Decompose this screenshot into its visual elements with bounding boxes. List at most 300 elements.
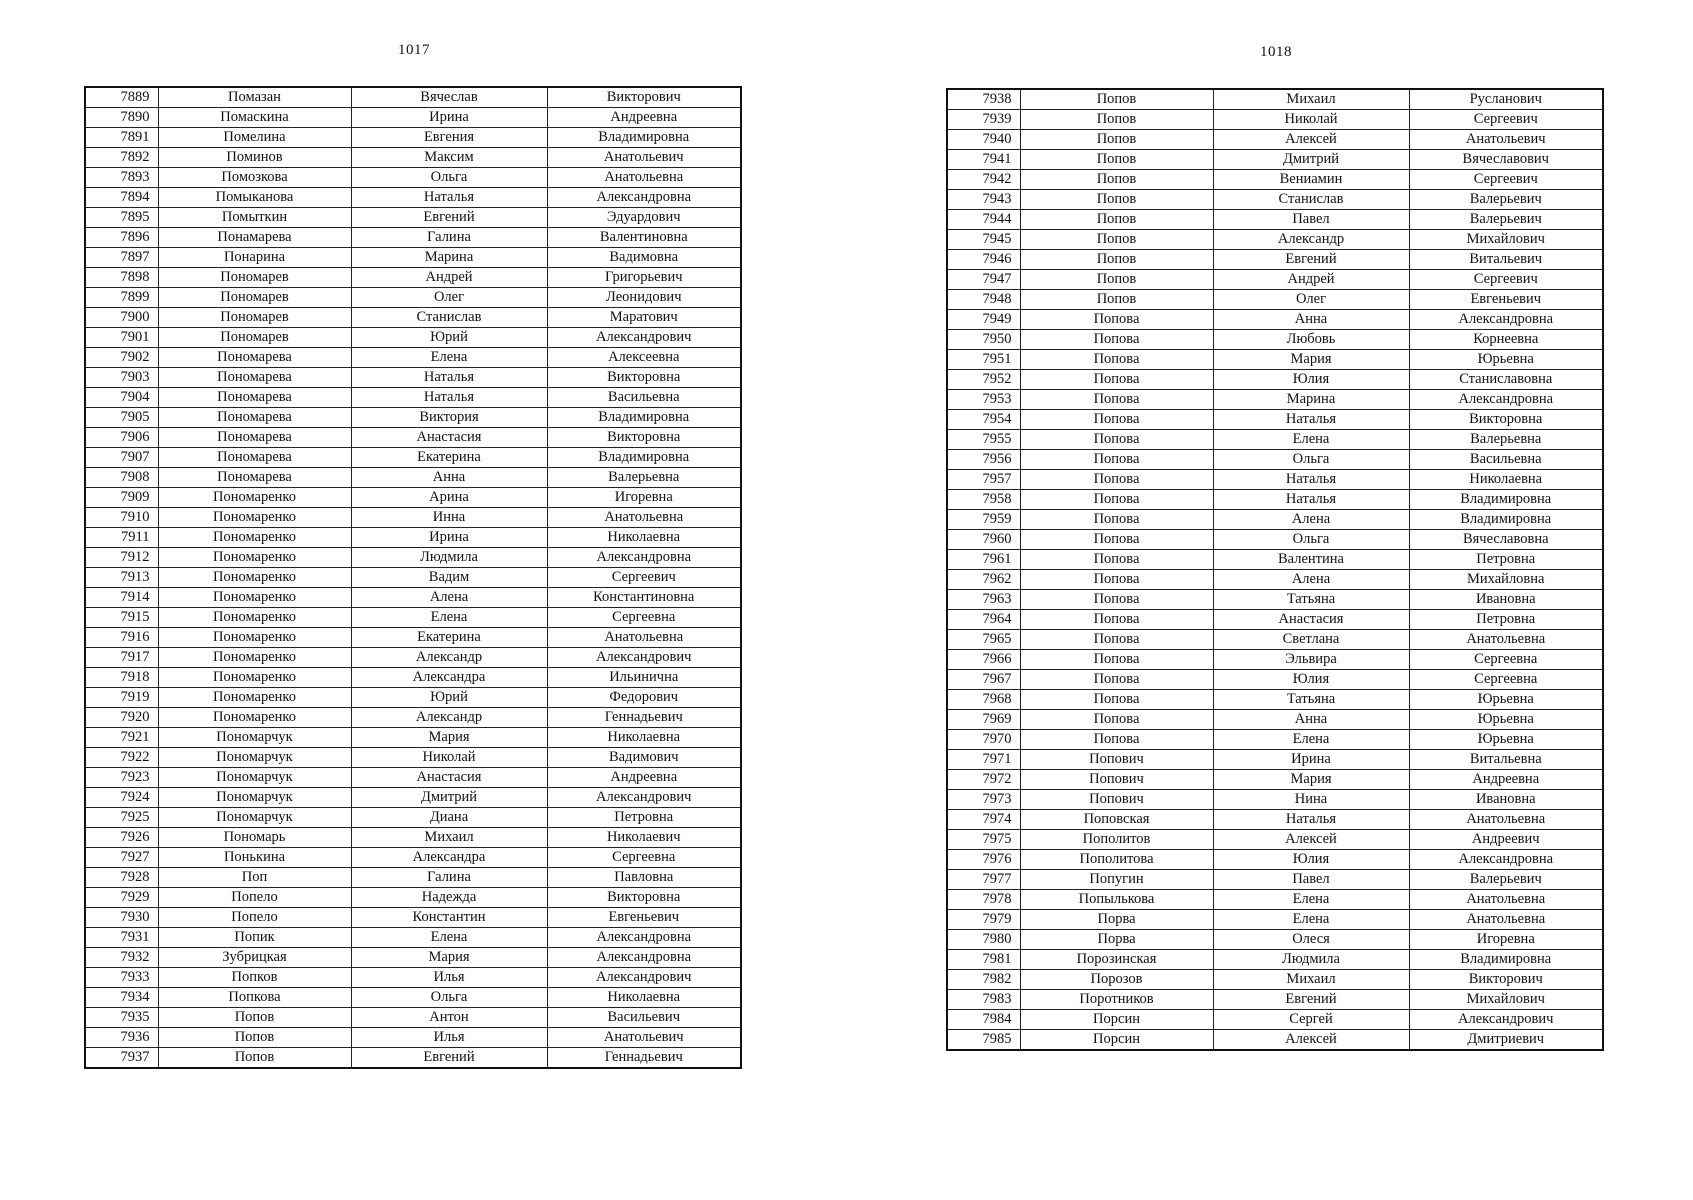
patronymic: Вячеславович [1409, 150, 1603, 170]
last-name: Попов [1020, 89, 1213, 110]
table-row [85, 368, 741, 388]
first-name: Марина [1213, 390, 1409, 410]
table-row [947, 850, 1603, 870]
first-name: Наталья [351, 188, 547, 208]
first-name: Юлия [1213, 370, 1409, 390]
first-name: Дмитрий [351, 788, 547, 808]
row-number: 7963 [947, 590, 1020, 610]
table-row [947, 930, 1603, 950]
patronymic: Сергеевич [1409, 170, 1603, 190]
row-number: 7941 [947, 150, 1020, 170]
patronymic: Анатольевна [547, 168, 741, 188]
patronymic: Александровна [1409, 850, 1603, 870]
last-name: Попович [1020, 770, 1213, 790]
last-name: Попова [1020, 630, 1213, 650]
table-row [947, 330, 1603, 350]
table-row [947, 150, 1603, 170]
first-name: Арина [351, 488, 547, 508]
table-row [85, 268, 741, 288]
last-name: Порсин [1020, 1010, 1213, 1030]
row-number: 7976 [947, 850, 1020, 870]
first-name: Алена [1213, 510, 1409, 530]
table-row [85, 168, 741, 188]
first-name: Нина [1213, 790, 1409, 810]
row-number: 7937 [85, 1048, 158, 1069]
row-number: 7957 [947, 470, 1020, 490]
table-row [947, 890, 1603, 910]
first-name: Людмила [1213, 950, 1409, 970]
patronymic: Юрьевна [1409, 710, 1603, 730]
row-number: 7908 [85, 468, 158, 488]
row-number: 7892 [85, 148, 158, 168]
patronymic: Вадимович [547, 748, 741, 768]
first-name: Анастасия [351, 768, 547, 788]
last-name: Попылькова [1020, 890, 1213, 910]
patronymic: Юрьевна [1409, 350, 1603, 370]
row-number: 7922 [85, 748, 158, 768]
last-name: Попова [1020, 550, 1213, 570]
last-name: Пономарева [158, 448, 351, 468]
row-number: 7928 [85, 868, 158, 888]
patronymic: Владимировна [1409, 950, 1603, 970]
table-row [947, 650, 1603, 670]
table-row [947, 450, 1603, 470]
row-number: 7981 [947, 950, 1020, 970]
first-name: Станислав [351, 308, 547, 328]
last-name: Попова [1020, 710, 1213, 730]
last-name: Попова [1020, 410, 1213, 430]
row-number: 7940 [947, 130, 1020, 150]
patronymic: Корнеевна [1409, 330, 1603, 350]
last-name: Пономарчук [158, 728, 351, 748]
table-row [85, 528, 741, 548]
first-name: Инна [351, 508, 547, 528]
patronymic: Игоревна [1409, 930, 1603, 950]
roster-table [946, 88, 1604, 1051]
table-row [947, 190, 1603, 210]
patronymic: Константиновна [547, 588, 741, 608]
patronymic: Васильевна [1409, 450, 1603, 470]
table-row [85, 428, 741, 448]
row-number: 7966 [947, 650, 1020, 670]
table-row [85, 968, 741, 988]
table-row [85, 128, 741, 148]
last-name: Пономарчук [158, 808, 351, 828]
table-row [85, 988, 741, 1008]
last-name: Попова [1020, 610, 1213, 630]
first-name: Сергей [1213, 1010, 1409, 1030]
last-name: Попкова [158, 988, 351, 1008]
patronymic: Сергеевич [1409, 270, 1603, 290]
patronymic: Витальевна [1409, 750, 1603, 770]
table-row [85, 1028, 741, 1048]
last-name: Попова [1020, 730, 1213, 750]
row-number: 7901 [85, 328, 158, 348]
first-name: Елена [351, 348, 547, 368]
first-name: Максим [351, 148, 547, 168]
first-name: Ольга [351, 988, 547, 1008]
table-row [85, 108, 741, 128]
last-name: Пономаренко [158, 528, 351, 548]
first-name: Александр [1213, 230, 1409, 250]
last-name: Попов [1020, 110, 1213, 130]
patronymic: Евгеньевич [1409, 290, 1603, 310]
row-number: 7970 [947, 730, 1020, 750]
first-name: Михаил [1213, 970, 1409, 990]
last-name: Попова [1020, 470, 1213, 490]
first-name: Галина [351, 868, 547, 888]
row-number: 7938 [947, 89, 1020, 110]
table-row [85, 908, 741, 928]
table-row [85, 708, 741, 728]
row-number: 7912 [85, 548, 158, 568]
roster-table [84, 86, 742, 1069]
table-row [85, 208, 741, 228]
last-name: Пономарев [158, 328, 351, 348]
patronymic: Сергеевна [547, 608, 741, 628]
first-name: Мария [1213, 770, 1409, 790]
first-name: Ольга [1213, 530, 1409, 550]
first-name: Наталья [1213, 410, 1409, 430]
row-number: 7947 [947, 270, 1020, 290]
first-name: Елена [351, 608, 547, 628]
last-name: Понькина [158, 848, 351, 868]
patronymic: Ивановна [1409, 590, 1603, 610]
first-name: Ирина [351, 528, 547, 548]
table-row [947, 390, 1603, 410]
patronymic: Маратович [547, 308, 741, 328]
table-row [85, 188, 741, 208]
last-name: Попов [1020, 290, 1213, 310]
last-name: Пономарчук [158, 768, 351, 788]
patronymic: Викторовна [547, 368, 741, 388]
first-name: Ирина [1213, 750, 1409, 770]
row-number: 7951 [947, 350, 1020, 370]
row-number: 7897 [85, 248, 158, 268]
patronymic: Вадимовна [547, 248, 741, 268]
row-number: 7968 [947, 690, 1020, 710]
last-name: Попов [1020, 230, 1213, 250]
patronymic: Андреевич [1409, 830, 1603, 850]
row-number: 7930 [85, 908, 158, 928]
row-number: 7910 [85, 508, 158, 528]
table-row [947, 570, 1603, 590]
last-name: Попова [1020, 590, 1213, 610]
table-row [947, 1030, 1603, 1051]
last-name: Поп [158, 868, 351, 888]
last-name: Попова [1020, 690, 1213, 710]
row-number: 7918 [85, 668, 158, 688]
row-number: 7925 [85, 808, 158, 828]
first-name: Елена [1213, 430, 1409, 450]
row-number: 7950 [947, 330, 1020, 350]
first-name: Антон [351, 1008, 547, 1028]
patronymic: Леонидович [547, 288, 741, 308]
table-row [85, 808, 741, 828]
first-name: Мария [351, 948, 547, 968]
first-name: Михаил [1213, 89, 1409, 110]
first-name: Николай [351, 748, 547, 768]
row-number: 7975 [947, 830, 1020, 850]
last-name: Попик [158, 928, 351, 948]
table-row [947, 410, 1603, 430]
table-row [85, 348, 741, 368]
table-row [947, 710, 1603, 730]
patronymic: Александровна [547, 188, 741, 208]
patronymic: Викторович [547, 87, 741, 108]
last-name: Попов [1020, 150, 1213, 170]
table-row [85, 668, 741, 688]
table-row [947, 730, 1603, 750]
first-name: Наталья [351, 388, 547, 408]
page-number: 1018 [1260, 44, 1292, 60]
patronymic: Евгеньевич [547, 908, 741, 928]
first-name: Вениамин [1213, 170, 1409, 190]
patronymic: Николаевна [547, 988, 741, 1008]
first-name: Евгений [1213, 990, 1409, 1010]
first-name: Татьяна [1213, 590, 1409, 610]
patronymic: Андреевна [1409, 770, 1603, 790]
row-number: 7962 [947, 570, 1020, 590]
row-number: 7920 [85, 708, 158, 728]
last-name: Помаскина [158, 108, 351, 128]
patronymic: Алексеевна [547, 348, 741, 368]
last-name: Пономарева [158, 388, 351, 408]
last-name: Помозкова [158, 168, 351, 188]
patronymic: Анатольевна [1409, 810, 1603, 830]
row-number: 7949 [947, 310, 1020, 330]
last-name: Зубрицкая [158, 948, 351, 968]
patronymic: Федорович [547, 688, 741, 708]
first-name: Мария [1213, 350, 1409, 370]
last-name: Пономаренко [158, 628, 351, 648]
row-number: 7983 [947, 990, 1020, 1010]
patronymic: Владимировна [547, 128, 741, 148]
row-number: 7919 [85, 688, 158, 708]
patronymic: Анатольевна [1409, 630, 1603, 650]
last-name: Пономаренко [158, 608, 351, 628]
first-name: Олеся [1213, 930, 1409, 950]
patronymic: Александровна [547, 548, 741, 568]
first-name: Николай [1213, 110, 1409, 130]
first-name: Ольга [1213, 450, 1409, 470]
last-name: Попов [1020, 250, 1213, 270]
table-row [85, 1048, 741, 1069]
row-number: 7924 [85, 788, 158, 808]
last-name: Попов [1020, 190, 1213, 210]
row-number: 7935 [85, 1008, 158, 1028]
table-row [947, 910, 1603, 930]
patronymic: Викторовна [1409, 410, 1603, 430]
patronymic: Русланович [1409, 89, 1603, 110]
patronymic: Андреевна [547, 108, 741, 128]
table-row [947, 810, 1603, 830]
last-name: Попова [1020, 530, 1213, 550]
first-name: Мария [351, 728, 547, 748]
last-name: Попов [1020, 270, 1213, 290]
first-name: Ирина [351, 108, 547, 128]
first-name: Илья [351, 1028, 547, 1048]
row-number: 7890 [85, 108, 158, 128]
patronymic: Юрьевна [1409, 730, 1603, 750]
row-number: 7895 [85, 208, 158, 228]
patronymic: Анатольевич [547, 1028, 741, 1048]
patronymic: Валерьевна [547, 468, 741, 488]
first-name: Екатерина [351, 628, 547, 648]
patronymic: Эдуардович [547, 208, 741, 228]
first-name: Павел [1213, 870, 1409, 890]
last-name: Порозов [1020, 970, 1213, 990]
row-number: 7917 [85, 648, 158, 668]
row-number: 7898 [85, 268, 158, 288]
patronymic: Сергеевна [1409, 670, 1603, 690]
last-name: Попович [1020, 790, 1213, 810]
first-name: Татьяна [1213, 690, 1409, 710]
table-row [85, 688, 741, 708]
patronymic: Анатольевна [1409, 910, 1603, 930]
last-name: Пономарева [158, 368, 351, 388]
last-name: Поротников [1020, 990, 1213, 1010]
table-row [85, 928, 741, 948]
page-number: 1017 [398, 42, 430, 58]
patronymic: Михайлович [1409, 230, 1603, 250]
row-number: 7948 [947, 290, 1020, 310]
first-name: Галина [351, 228, 547, 248]
first-name: Анна [1213, 710, 1409, 730]
table-row [85, 788, 741, 808]
row-number: 7906 [85, 428, 158, 448]
first-name: Алена [1213, 570, 1409, 590]
first-name: Алена [351, 588, 547, 608]
row-number: 7984 [947, 1010, 1020, 1030]
last-name: Пономарева [158, 428, 351, 448]
row-number: 7894 [85, 188, 158, 208]
patronymic: Анатольевна [547, 628, 741, 648]
patronymic: Юрьевна [1409, 690, 1603, 710]
patronymic: Владимировна [547, 408, 741, 428]
patronymic: Витальевич [1409, 250, 1603, 270]
row-number: 7915 [85, 608, 158, 628]
first-name: Константин [351, 908, 547, 928]
first-name: Диана [351, 808, 547, 828]
last-name: Пономаренко [158, 568, 351, 588]
patronymic: Сергеевна [1409, 650, 1603, 670]
table-row [947, 870, 1603, 890]
patronymic: Сергеевич [547, 568, 741, 588]
last-name: Поминов [158, 148, 351, 168]
table-row [947, 990, 1603, 1010]
table-row [947, 1010, 1603, 1030]
first-name: Юлия [1213, 850, 1409, 870]
patronymic: Александрович [547, 788, 741, 808]
last-name: Пономарев [158, 308, 351, 328]
last-name: Помыканова [158, 188, 351, 208]
first-name: Евгений [351, 1048, 547, 1069]
row-number: 7926 [85, 828, 158, 848]
table-row [85, 228, 741, 248]
first-name: Анна [351, 468, 547, 488]
table-row [947, 130, 1603, 150]
last-name: Порозинская [1020, 950, 1213, 970]
row-number: 7974 [947, 810, 1020, 830]
row-number: 7977 [947, 870, 1020, 890]
row-number: 7931 [85, 928, 158, 948]
first-name: Павел [1213, 210, 1409, 230]
patronymic: Петровна [1409, 550, 1603, 570]
row-number: 7929 [85, 888, 158, 908]
table-row [85, 868, 741, 888]
table-row [947, 370, 1603, 390]
patronymic: Александровна [1409, 310, 1603, 330]
row-number: 7971 [947, 750, 1020, 770]
last-name: Пополитова [1020, 850, 1213, 870]
last-name: Пономаренко [158, 488, 351, 508]
last-name: Попело [158, 908, 351, 928]
first-name: Александр [351, 708, 547, 728]
patronymic: Анатольевна [1409, 890, 1603, 910]
first-name: Михаил [351, 828, 547, 848]
last-name: Поповская [1020, 810, 1213, 830]
table-row [85, 1008, 741, 1028]
first-name: Елена [351, 928, 547, 948]
last-name: Попова [1020, 670, 1213, 690]
patronymic: Ильинична [547, 668, 741, 688]
patronymic: Викторович [1409, 970, 1603, 990]
row-number: 7964 [947, 610, 1020, 630]
table-row [947, 430, 1603, 450]
patronymic: Владимировна [547, 448, 741, 468]
patronymic: Васильевич [547, 1008, 741, 1028]
last-name: Пономаренко [158, 508, 351, 528]
row-number: 7913 [85, 568, 158, 588]
table-row [85, 328, 741, 348]
row-number: 7959 [947, 510, 1020, 530]
row-number: 7943 [947, 190, 1020, 210]
table-row [947, 290, 1603, 310]
patronymic: Вячеславовна [1409, 530, 1603, 550]
last-name: Понарина [158, 248, 351, 268]
row-number: 7927 [85, 848, 158, 868]
first-name: Олег [1213, 290, 1409, 310]
row-number: 7903 [85, 368, 158, 388]
last-name: Пономаренко [158, 588, 351, 608]
last-name: Попова [1020, 390, 1213, 410]
table-row [947, 170, 1603, 190]
patronymic: Александрович [547, 968, 741, 988]
last-name: Попович [1020, 750, 1213, 770]
patronymic: Ивановна [1409, 790, 1603, 810]
patronymic: Викторовна [547, 888, 741, 908]
last-name: Попова [1020, 570, 1213, 590]
patronymic: Григорьевич [547, 268, 741, 288]
last-name: Пономарева [158, 348, 351, 368]
table-row [947, 950, 1603, 970]
last-name: Попова [1020, 370, 1213, 390]
row-number: 7979 [947, 910, 1020, 930]
row-number: 7921 [85, 728, 158, 748]
row-number: 7893 [85, 168, 158, 188]
first-name: Алексей [1213, 830, 1409, 850]
first-name: Анастасия [351, 428, 547, 448]
table-row [947, 470, 1603, 490]
patronymic: Александровна [547, 928, 741, 948]
table-row [947, 750, 1603, 770]
patronymic: Дмитриевич [1409, 1030, 1603, 1051]
patronymic: Анатольевич [547, 148, 741, 168]
table-row [85, 828, 741, 848]
row-number: 7909 [85, 488, 158, 508]
patronymic: Сергеевна [547, 848, 741, 868]
